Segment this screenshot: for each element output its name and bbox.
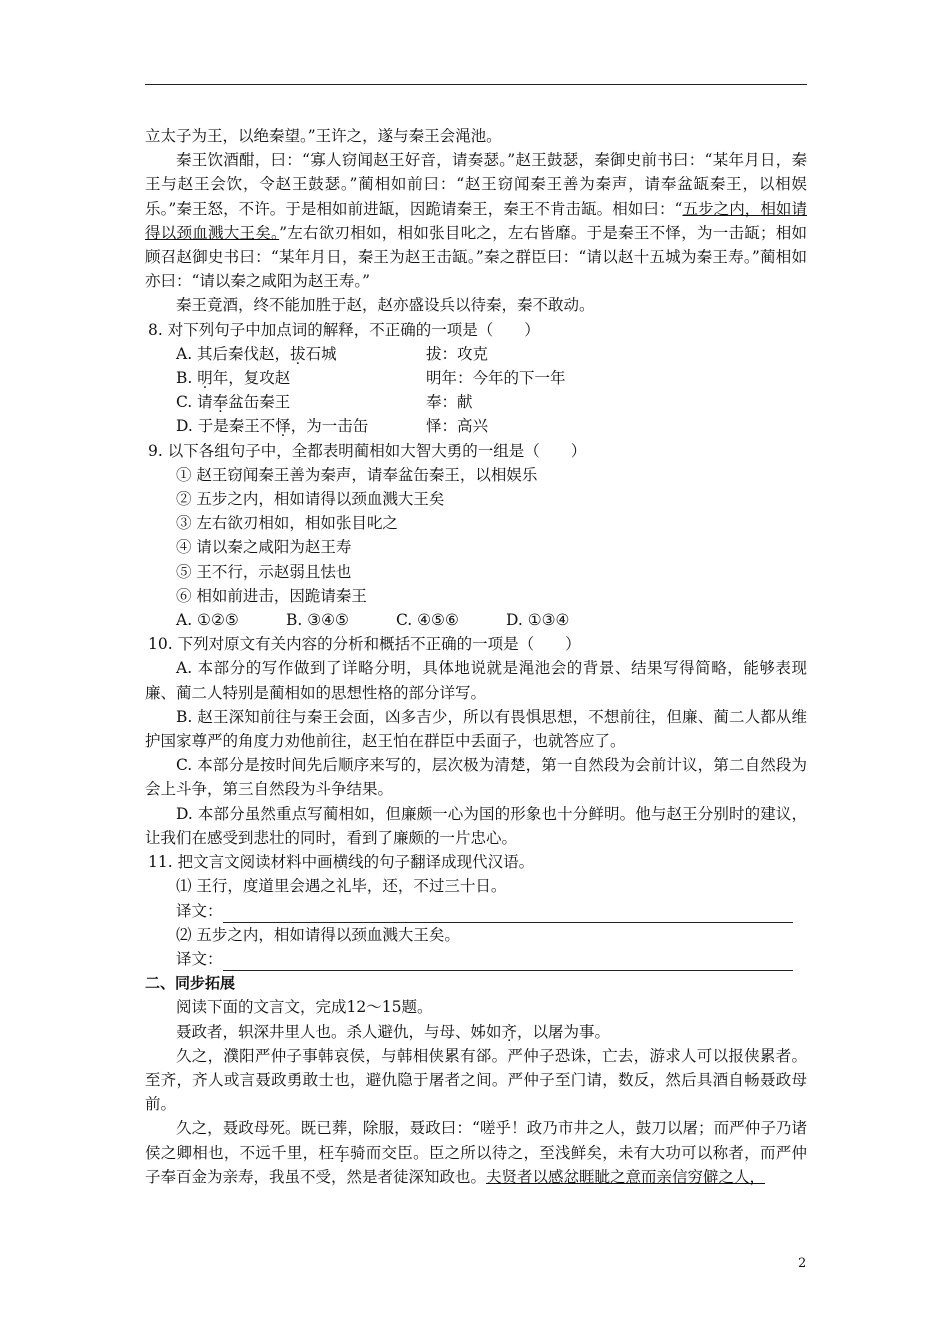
dotted-char: 明	[197, 369, 213, 388]
q9-item: ⑥ 相如前进击，因跪请秦王	[176, 586, 367, 605]
q11-sentence-2: ⑵ 五步之内，相如请得以颈血溅大王矣。	[176, 925, 460, 944]
q8-option: C. 请奉盆缶秦王 奉：献	[145, 390, 807, 414]
q8-gloss: 拔：攻克	[426, 344, 489, 363]
q9-choice: D. ①③④	[506, 611, 570, 630]
q9-choice: C. ④⑤⑥	[396, 611, 459, 630]
question-9-stem: 9. 以下各组句子中，全都表明蔺相如大智大勇的一组是（ ）	[148, 441, 587, 460]
q8-gloss: 怿：高兴	[426, 417, 489, 436]
passage-paragraph: 秦王竟酒，终不能加胜于赵，赵亦盛设兵以待秦，秦不敢动。	[176, 296, 595, 315]
translation-line: 译文：	[145, 899, 807, 923]
answer-blank[interactable]	[223, 904, 793, 923]
q9-choice: A. ①②⑤	[176, 611, 239, 630]
dotted-char: 拔	[290, 344, 306, 363]
answer-blank[interactable]	[223, 952, 793, 971]
question-8-stem: 8. 对下列句子中加点词的解释，不正确的一项是（ ）	[148, 320, 540, 339]
q9-item: ② 五步之内，相如请得以颈血溅大王矣	[176, 490, 445, 509]
q8-gloss: 奉：献	[426, 393, 473, 412]
section-intro: 阅读下面的文言文，完成12～15题。	[176, 998, 433, 1017]
underlined-sentence: 夫贤者以感忿睚眦之意而亲信穷僻之人，	[486, 1167, 766, 1186]
passage-paragraph: 久之，濮阳严仲子事韩哀侯，与韩相侠累有郤。严仲子恐诛，亡去，游求人可以报侠累者。至齐，齐人或言聂政勇敢士也，避仇隐于屠者之间。严仲子至门请，数反，然后具酒自畅聂政母前。	[145, 1046, 807, 1114]
q11-sentence-1: ⑴ 王行，度道里会遇之礼毕，还，不过三十日。	[176, 877, 507, 896]
q9-choices	[145, 608, 807, 632]
document-body	[145, 124, 807, 1189]
section-heading: 二、同步拓展	[145, 974, 236, 993]
q9-item: ⑤ 王不行，示赵弱且怯也	[176, 562, 352, 581]
dotted-char: 枉	[318, 1143, 335, 1162]
q9-item: ③ 左右欲刃相如，相如张目叱之	[176, 514, 398, 533]
q10-option: B. 赵王深知前往与秦王会面，凶多吉少，所以有畏惧思想，不想前往，但廉、蔺二人都从维护国家尊严的角度力劝他前往，赵王怕在群臣中丢面子，也就答应了。	[145, 707, 807, 751]
q8-gloss: 明年：今年的下一年	[426, 369, 566, 388]
passage-paragraph: 聂政者，轵深井里人也。杀人避仇，与母、姊如齐，以屠为事。	[176, 1022, 611, 1041]
translation-line: 译文：	[145, 947, 807, 971]
passage-paragraph: 久之，聂政母死。既已葬，除服，聂政曰：“嗟乎！政乃市井之人，鼓刀以屠；而严仲子乃诸侯之卿相也，不远千里，枉车骑而交臣。臣之所以待之，至浅鲜矣，未有大功可以称者，而严仲子奉百金为亲寿，我虽不受，然是者徒深知政也。夫贤者以感忿睚眦之意而亲信穷僻之人，	[145, 1119, 807, 1186]
q8-option: B. 明年，复攻赵 明年：今年的下一年	[145, 366, 807, 390]
passage-paragraph: 秦王饮酒酣，曰：“寡人窃闻赵王好音，请奏瑟。”赵王鼓瑟，秦御史前书曰：“某年月日，秦王与赵王会饮，令赵王鼓瑟。”蔺相如前曰：“赵王窃闻秦王善为秦声，请奉盆缻秦王，以相娱乐。”秦王怒，不许。于是相如前进缻，因跪请秦王，秦王不肯击缻。相如曰：“五步之内，相如请得以颈血溅大王矣。”左右欲刃相如，相如张目叱之，左右皆靡。于是秦王不怿，为一击缻；相如顾召赵御史书曰：“某年月日，秦王为赵王击缻。”秦之群臣曰：“请以赵十五城为秦王寿。”蔺相如亦曰：“请以秦之咸阳为赵王寿。”	[145, 151, 807, 291]
underlined-sentence: 五步之内，相如请得以颈血溅大王矣。	[145, 199, 807, 242]
q8-option: A. 其后秦伐赵，拔石城 拔：攻克	[145, 342, 807, 366]
page-number: 2	[798, 1256, 807, 1271]
q10-option: D. 本部分虽然重点写蔺相如，但廉颇一心为国的形象也十分鲜明。他与赵王分别时的建议，让我们在感受到悲壮的同时，看到了廉颇的一片忠心。	[145, 804, 807, 847]
question-10-stem: 10. 下列对原文有关内容的分析和概括不正确的一项是（ ）	[148, 635, 581, 654]
dotted-char: 如	[486, 1022, 502, 1041]
q10-option: A. 本部分的写作做到了详略分明，具体地说就是渑池会的背景、结果写得简略，能够表现廉、蔺二人特别是蔺相如的思想性格的部分详写。	[145, 659, 807, 702]
passage-paragraph: 立太子为王，以绝秦望。”王许之，遂与秦王会渑池。	[145, 127, 502, 145]
q8-option: D. 于是秦王不怿，为一击缶 怿：高兴	[145, 414, 807, 438]
q9-item: ① 赵王窃闻秦王善为秦声，请奉盆缶秦王，以相娱乐	[176, 465, 538, 484]
question-11-stem: 11. 把文言文阅读材料中画横线的句子翻译成现代汉语。	[148, 853, 535, 872]
dotted-char: 怿	[275, 417, 291, 436]
header-rule	[145, 84, 807, 85]
q9-item: ④ 请以秦之咸阳为赵王寿	[176, 538, 352, 557]
q10-option: C. 本部分是按时间先后顺序来写的，层次极为清楚，第一自然段为会前计议，第二自然段为会上斗争，第三自然段为斗争结果。	[145, 756, 807, 799]
dotted-char: 奉	[212, 393, 229, 412]
q9-choice: B. ③④⑤	[286, 611, 349, 630]
